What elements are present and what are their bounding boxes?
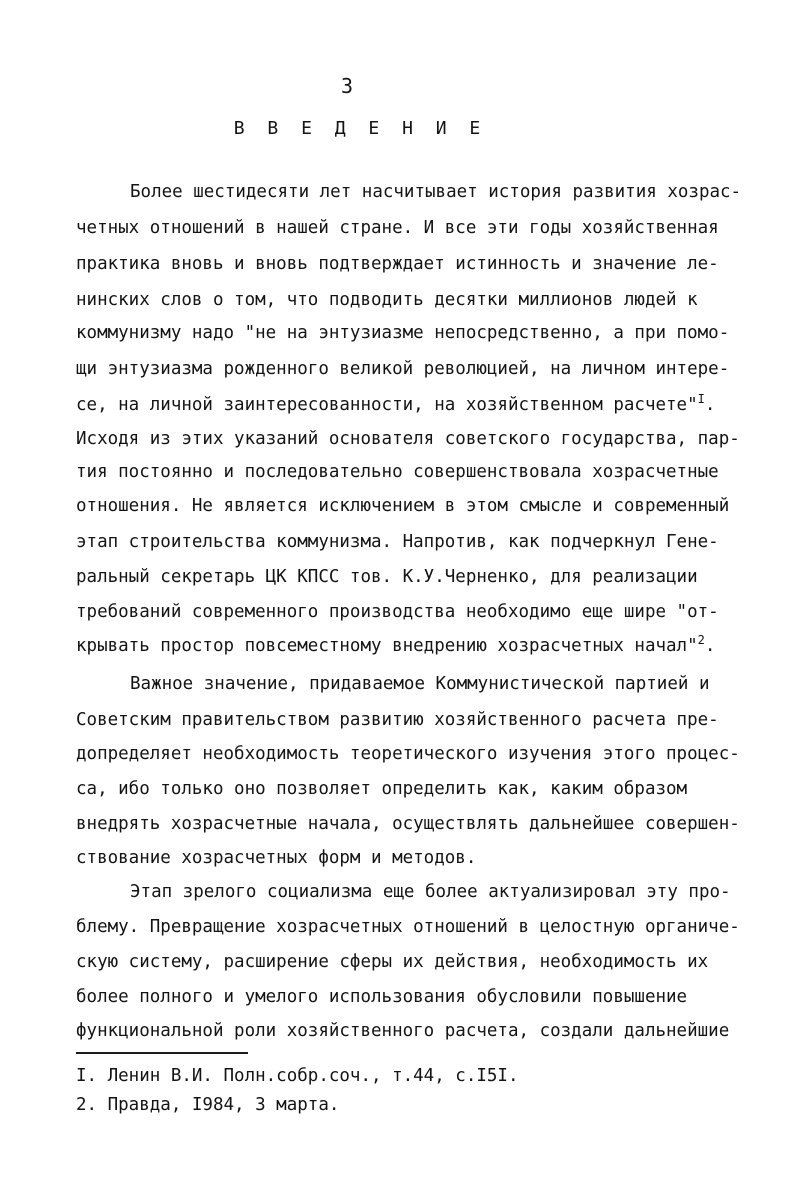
text-line: Более шестидесяти лет насчитывает история развития хозрас- xyxy=(130,182,742,202)
text-line: Важное значение, придаваемое Коммунистической партией и xyxy=(130,674,710,694)
text-line: этап строительства коммунизма. Напротив, как подчеркнул Гене- xyxy=(76,532,719,552)
text-line: Советским правительством развитию хозяйственного расчета пре- xyxy=(76,710,719,730)
text-line: скую систему, расширение сферы их действия, необходимость их xyxy=(76,952,709,972)
footnote-reference: I xyxy=(697,392,705,407)
text-line: более полного и умелого использования обусловили повышение xyxy=(76,987,688,1007)
footnote-1: I. Ленин В.И. Полн.собр.соч., т.44, с.I5I. xyxy=(76,1066,519,1086)
text-line: се, на личной заинтересованности, на хозяйственном расчете" xyxy=(76,395,698,415)
line-period: . xyxy=(704,395,716,415)
text-line: нинских слов о том, что подводить десятки миллионов людей к xyxy=(76,290,698,310)
text-line: ральный секретарь ЦК КПСС тов. К.У.Черненко, для реализации xyxy=(76,567,698,587)
text-line: са, ибо только оно позволяет определить как, каким образом xyxy=(76,779,688,799)
text-line: ствование хозрасчетных форм и методов. xyxy=(76,848,477,868)
text-line: функциональной роли хозяйственного расчета, создали дальнейшие xyxy=(76,1021,730,1041)
text-line: Этап зрелого социализма еще более актуализировал эту про- xyxy=(130,882,731,902)
text-line: отношения. Не является исключением в этом смысле и современный xyxy=(76,496,730,516)
text-line: практика вновь и вновь подтверждает истинность и значение ле- xyxy=(76,254,719,274)
text-line: четных отношений в нашей стране. И все эти годы хозяйственная xyxy=(76,218,719,238)
text-line: Исходя из этих указаний основателя советского государства, пар- xyxy=(76,429,740,449)
section-heading: В В Е Д Е Н И Е xyxy=(233,118,487,139)
text-line: внедрять хозрасчетные начала, осуществлять дальнейшее совершен- xyxy=(76,814,740,834)
text-line: щи энтузиазма рожденного великой революцией, на личном интере- xyxy=(76,359,730,379)
footnote-divider xyxy=(76,1052,248,1054)
text-line: тия постоянно и последовательно совершенствовала хозрасчетные xyxy=(76,462,719,482)
text-line: коммунизму надо "не на энтузиазме непосредственно, а при помо- xyxy=(76,323,730,343)
footnote-2: 2. Правда, I984, 3 марта. xyxy=(76,1095,340,1115)
text-line-with-footnote xyxy=(76,393,715,417)
page-number: 3 xyxy=(340,74,354,98)
text-line: требований современного производства необходимо еще шире "от- xyxy=(76,602,719,622)
text-line: допределяет необходимость теоретического изучения этого процес- xyxy=(76,744,740,764)
text-line-with-footnote xyxy=(76,634,715,658)
footnote-reference: 2 xyxy=(697,633,705,648)
text-line: крывать простор повсеместному внедрению хозрасчетных начал" xyxy=(76,636,698,656)
line-period: . xyxy=(704,636,716,656)
text-line: блему. Превращение хозрасчетных отношений в целостную органиче- xyxy=(76,917,740,937)
